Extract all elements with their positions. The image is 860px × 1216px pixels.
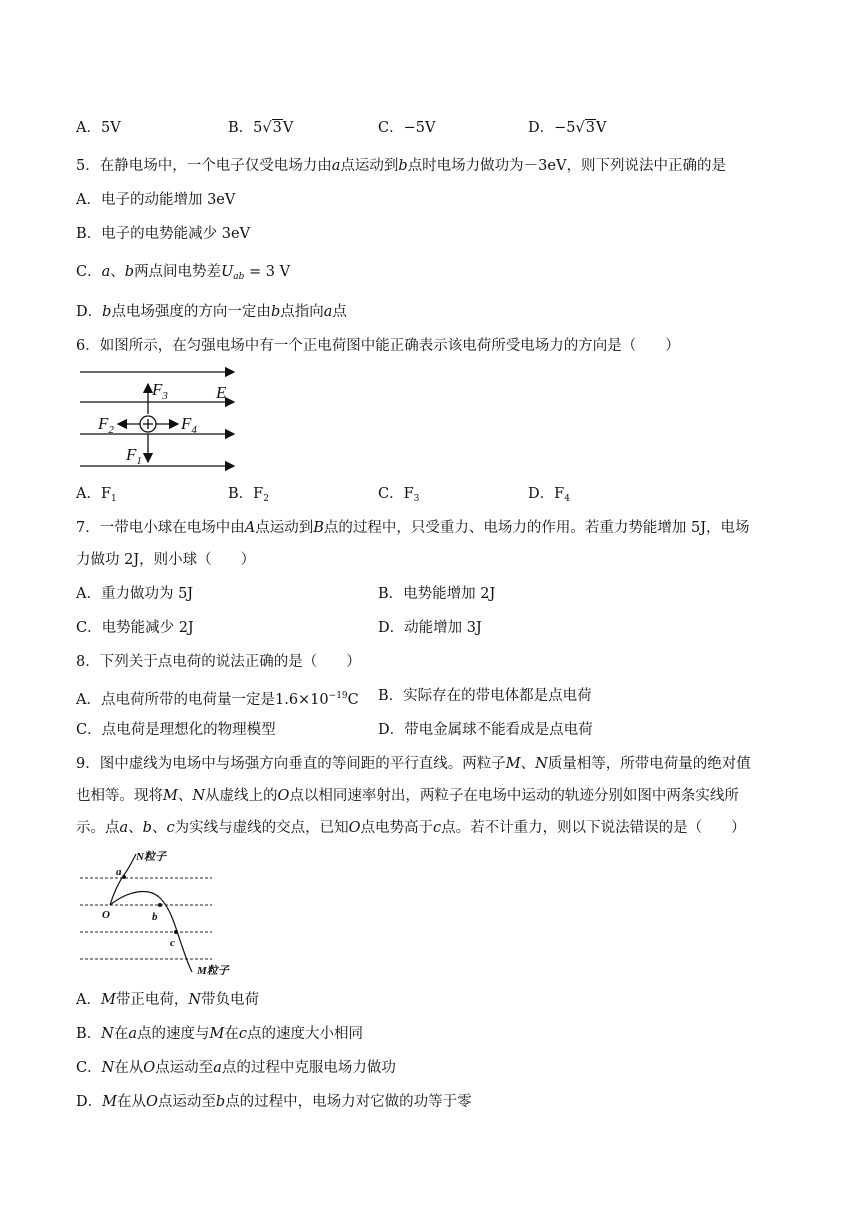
q7-stem-line1: 7．一带电小球在电场中由A点运动到B点的过程中，只受重力、电场力的作用。若重力势能增加 5J，电场 [76,520,750,536]
q9-option-b: B．N在a点的速度与M在c点的速度大小相同 [76,1026,363,1042]
label-c: c [170,937,175,949]
label-e: E [216,383,227,402]
q4-option-a: A．5V [76,120,121,136]
q6-field-figure [76,362,246,474]
q5-option-c: C．a、b两点间电势差$U_{ab} = 3$ V [76,264,291,282]
q8-option-b: B．实际存在的带电体都是点电荷 [378,688,592,704]
label-f2: $F_2$ [98,414,114,436]
q7-option-d: D．动能增加 3J [378,620,482,636]
q9-option-a: A．M带正电荷，N带负电荷 [76,992,260,1008]
q7-stem-line2: 力做功 2J，则小球（ ） [76,552,256,568]
label-n-particle: N粒子 [136,851,166,863]
q8-option-d: D．带电金属球不能看成是点电荷 [378,722,593,738]
label-f4: $F_4$ [181,414,197,436]
q8-option-c: C．点电荷是理想化的物理模型 [76,722,276,738]
label-f1: $F_1$ [126,445,142,467]
q6-option-a: A．$F_1$ [76,486,117,504]
label-a: a [116,866,122,878]
q8-option-a: A．点电荷所带的电荷量一定是$1.6\times 10^{-19}C$ [76,691,359,708]
q9-option-d: D．M在从O点运动至b点的过程中，电场力对它做的功等于零 [76,1094,472,1110]
q5-option-a: A．电子的动能增加 3eV [76,192,236,208]
q9-stem-line3: 示。点a、b、c为实线与虚线的交点，已知O点电势高于c点。若不计重力，则以下说法错误的是（ ） [76,820,746,836]
q4-option-c: C．−5V [378,120,436,136]
q8-stem: 8．下列关于点电荷的说法正确的是（ ） [76,654,361,670]
q4-option-d: D．−5√3V [528,120,607,136]
q6-option-d: D．$F_4$ [528,486,570,504]
q7-option-b: B．电势能增加 2J [378,586,496,602]
q6-option-c: C．$F_3$ [378,486,420,504]
q7-option-c: C．电势能减少 2J [76,620,194,636]
q5-option-d: D．b点电场强度的方向一定由b点指向a点 [76,304,347,320]
q9-stem-line1: 9．图中虚线为电场中与场强方向垂直的等间距的平行直线。两粒子M、N质量相等，所带电荷量的绝对值 [76,756,751,772]
q6-stem: 6．如图所示，在匀强电场中有一个正电荷图中能正确表示该电荷所受电场力的方向是（ ） [76,338,680,354]
q6-option-b: B．$F_2$ [228,486,269,504]
q5-option-b: B．电子的电势能减少 3eV [76,226,251,242]
q7-option-a: A．重力做功为 5J [76,586,194,602]
q9-option-c: C．N在从O点运动至a点的过程中克服电场力做功 [76,1060,396,1076]
equipotential-lines [80,878,212,959]
label-m-particle: M粒子 [197,965,229,976]
q4-option-b: B．5√3V [228,120,294,136]
q5-stem: 5．在静电场中，一个电子仅受电场力由a点运动到b点时电场力做功为－3eV，则下列说法中正确的是 [76,158,726,174]
label-o: O [102,909,110,921]
label-b: b [152,911,158,923]
trajectories [110,854,192,972]
q9-stem-line2: 也相等。现将M、N从虚线上的O点以相同速率射出，两粒子在电场中运动的轨迹分别如图中两条实线所 [76,788,739,804]
q9-trajectory-figure [76,848,246,976]
label-f3: $F_3$ [152,380,168,402]
positive-charge-icon [140,416,156,432]
